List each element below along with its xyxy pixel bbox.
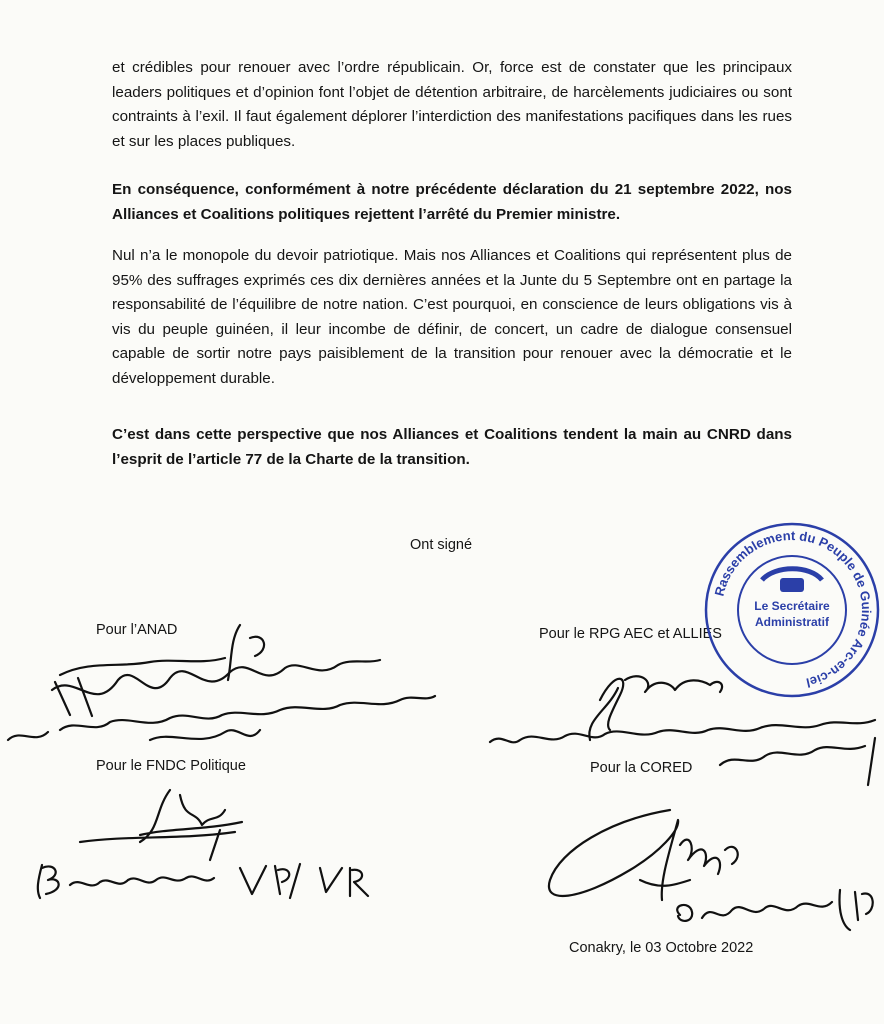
place-and-date: Conakry, le 03 Octobre 2022	[569, 940, 754, 956]
signature-label-cored: Pour la CORED	[590, 760, 693, 776]
signature-fndc	[20, 780, 400, 910]
signature-label-rpg: Pour le RPG AEC et ALLIES	[539, 626, 722, 642]
signatures-heading: Ont signé	[410, 537, 473, 553]
stamp-line-1: Le Secrétaire	[754, 599, 830, 613]
paragraph-patriotic-duty: Nul n’a le monopole du devoir patriotique. Mais nos Alliances et Coalitions qui représentent plus de 95% des suffrages exprimés ces dix dernières années et la Junte du 5 Septembre ont en partage la responsabilité de l’équilibre de notre nation. C’est pourquoi, en conscience de leurs obligations vis à vis du peuple guinéen, il leur incombe de définir, de concert, un cadre de dialogue consensuel capable de sortir notre pays paisiblement de la transition pour renouer avec la démocratie et le développement durable.	[112, 247, 792, 387]
signature-label-fndc: Pour le FNDC Politique	[96, 758, 246, 774]
stamp-seal	[700, 520, 884, 700]
signature-cored	[520, 790, 880, 950]
stamp-line-2: Administratif	[754, 615, 830, 629]
stamp-ring-text: Rassemblement du Peuple de Guinée Arc-en-ciel	[711, 527, 875, 691]
paragraph-exile: et crédibles pour renouer avec l’ordre républicain. Or, force est de constater que les principaux leaders politiques et d’opinion font l’objet de détention arbitraire, de harcèlements judiciaires ou sont contraints à l’exil. Il faut également déplorer l’interdiction des manifestations pacifiques dans les rues et sur les places publiques.	[112, 59, 792, 150]
paragraph-rejection: En conséquence, conformément à notre précédente déclaration du 21 septembre 2022, nos Alliances et Coalitions politiques rejettent l’arrêté du Premier ministre.	[112, 181, 792, 223]
stamp-emblem-icon	[780, 578, 804, 592]
paragraph-cnrd-outreach: C’est dans cette perspective que nos Alliances et Coalitions tendent la main au CNRD dans l’esprit de l’article 77 de la Charte de la transition.	[112, 426, 792, 468]
signature-label-anad: Pour l’ANAD	[96, 622, 178, 638]
signature-anad	[0, 620, 440, 760]
